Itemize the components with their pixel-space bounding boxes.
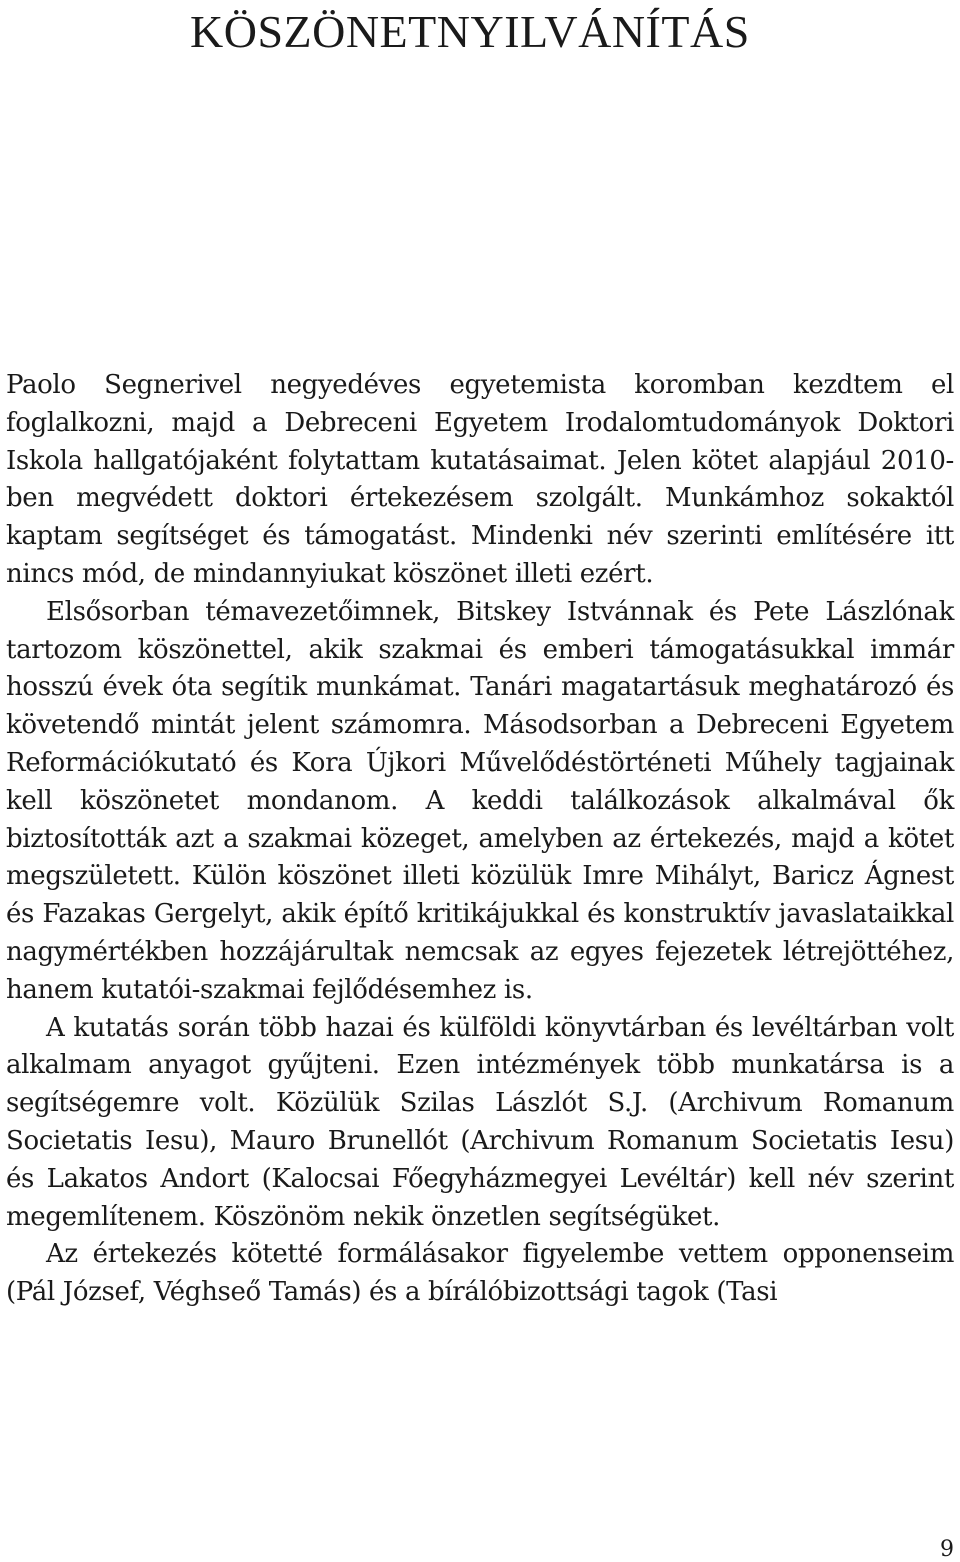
paragraph-3: A kutatás során több hazai és külföldi könyvtárban és levéltárban volt alkalmam anyagot gyűjteni. Ezen intézmények több munkatársa is a segítségemre volt. Közülük Szilas Lászlót S.J. (Archivum Romanum Societatis Iesu), Mauro Brunellót (Archivum Romanum Societatis Iesu) és Lakatos Andort (Kalocsai Főegyházmegyei Levéltár) kell név szerint megemlítenem. Köszönöm nekik önzetlen segítségüket. — [6, 1012, 954, 1232]
paragraph-2: Elsősorban témavezetőimnek, Bitskey Istvánnak és Pete Lászlónak tartozom köszönettel, akik szakmai és emberi támogatásukkal immár hosszú évek óta segítik munkámat. Tanári magatartásuk meghatározó és követendő mintát jelent számomra. Másodsorban a Debreceni Egyetem Reformációkutató és Kora Újkori Művelődéstörténeti Műhely tagjainak kell köszönetet mondanom. A keddi találkozások alkalmával ők biztosították azt a szakmai közeget, amelyben az értekezés, majd a kötet megszületett. Külön köszönet illeti közülük Imre Mihályt, Baricz Ágnest és Fazakas Gergelyt, akik építő kritikájukkal és konstruktív javaslataikkal nagymértékben hozzájárultak nemcsak az egyes fejezetek létrejöttéhez, hanem kutatói-szakmai fejlődésemhez is. — [6, 596, 954, 1005]
paragraph-1: Paolo Segnerivel negyedéves egyetemista koromban kezdtem el foglalkozni, majd a Debreceni Egyetem Irodalomtudományok Doktori Iskola hallgatójaként folytattam kutatásaimat. Jelen kötet alapjául 2010-ben megvédett doktori értekezésem szolgált. Munkámhoz sokaktól kaptam segítséget és támogatást. Mindenki név szerinti említésére itt nincs mód, de mindannyiukat köszönet illeti ezért. — [6, 370, 954, 589]
body-text — [6, 367, 954, 1312]
page-title: KÖSZÖNETNYILVÁNÍTÁS — [190, 6, 750, 57]
page-number: 9 — [940, 1537, 954, 1562]
paragraph-4: Az értekezés kötetté formálásakor figyelembe vettem opponenseim (Pál József, Véghseő Tamás) és a bírálóbizottsági tagok (Tasi — [6, 1239, 954, 1308]
